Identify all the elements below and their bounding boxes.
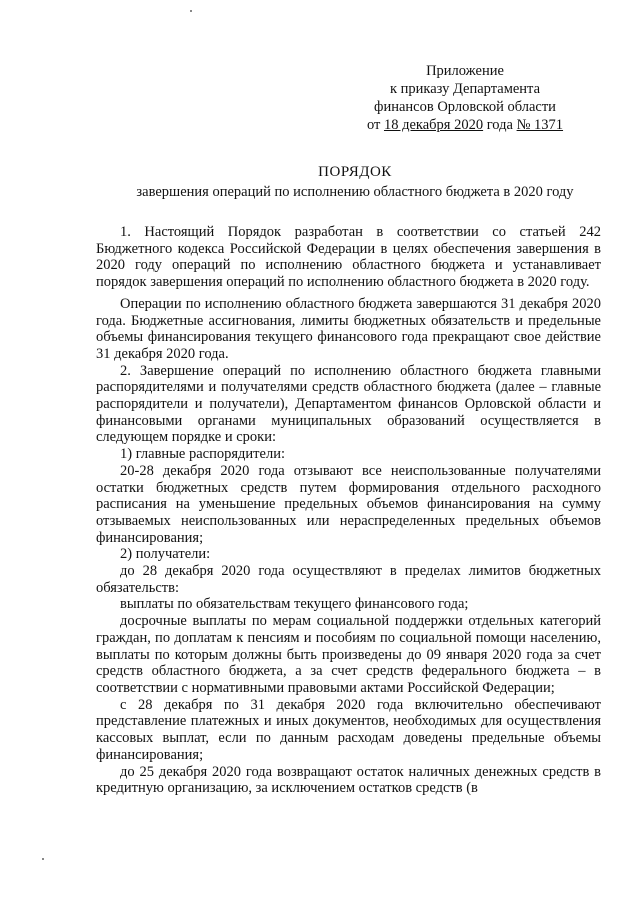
appendix-date: 18 декабря 2020 bbox=[383, 117, 484, 133]
appendix-from: от bbox=[366, 117, 384, 133]
paragraph: 2. Завершение операций по исполнению областного бюджета главными распорядителями и получателями средств областного бюджета (далее – главные распорядители и получатели), Департаментом финансов Орловской области и финансовыми органами муниципальных образований осуществляется в следующем порядке и сроки: bbox=[96, 362, 601, 446]
paragraph: с 28 декабря по 31 декабря 2020 года включительно обеспечивают представление платежных и иных документов, необходимых для осуществления кассовых выплат, если по данным расходам доведены предельные объемы финансирования; bbox=[96, 696, 601, 763]
paragraph: 2) получатели: bbox=[120, 546, 211, 563]
appendix-date-line bbox=[330, 116, 600, 134]
scan-speck bbox=[190, 10, 192, 12]
document-body bbox=[96, 224, 601, 797]
paragraph: 1. Настоящий Порядок разработан в соответствии со статьей 242 Бюджетного кодекса Российской Федерации в целях обеспечения завершения в 2020 году операций по исполнению областного бюджета и устанавливает порядок завершения операций по исполнению областного бюджета в 2020 году. bbox=[96, 224, 601, 291]
appendix-year-suffix: года bbox=[483, 117, 517, 133]
paragraph: 20-28 декабря 2020 года отзывают все неиспользованные получателями остатки бюджетных средств путем формирования отдельного расходного расписания на уменьшение предельных объемов финансирования на сумму отзываемых неиспользованных или нераспределенных предельных объемов финансирования; bbox=[96, 462, 601, 546]
document-subtitle: завершения операций по исполнению областного бюджета в 2020 году bbox=[136, 184, 574, 200]
paragraph: до 25 декабря 2020 года возвращают остаток наличных денежных средств в кредитную организацию, за исключением остатков средств (в bbox=[96, 763, 601, 797]
paragraph: 1) главные распорядители: bbox=[120, 446, 285, 463]
scan-speck bbox=[42, 858, 44, 860]
paragraph: выплаты по обязательствам текущего финансового года; bbox=[120, 596, 469, 613]
appendix-line-1: Приложение bbox=[426, 63, 504, 79]
paragraph: досрочные выплаты по мерам социальной поддержки отдельных категорий граждан, по доплатам к пенсиям и пособиям по социальной помощи населению, выплаты по которым должны быть произведены до 09 января 2020 года за счет средств областного бюджета, а за счет средств федерального бюджета – в соответствии с нормативными правовыми актами Российской Федерации; bbox=[96, 613, 601, 696]
paragraph: до 28 декабря 2020 года осуществляют в пределах лимитов бюджетных обязательств: bbox=[96, 563, 601, 596]
appendix-number: № 1371 bbox=[516, 117, 564, 133]
paragraph: Операции по исполнению областного бюджета завершаются 31 декабря 2020 года. Бюджетные ассигнования, лимиты бюджетных обязательств и предельные объемы финансирования текущего финансового года прекращают свое действие 31 декабря 2020 года. bbox=[96, 295, 601, 362]
appendix-block bbox=[330, 62, 600, 134]
appendix-line-3: финансов Орловской области bbox=[374, 99, 556, 115]
document-title: ПОРЯДОК bbox=[318, 164, 392, 180]
appendix-line-2: к приказу Департамента bbox=[389, 81, 541, 97]
